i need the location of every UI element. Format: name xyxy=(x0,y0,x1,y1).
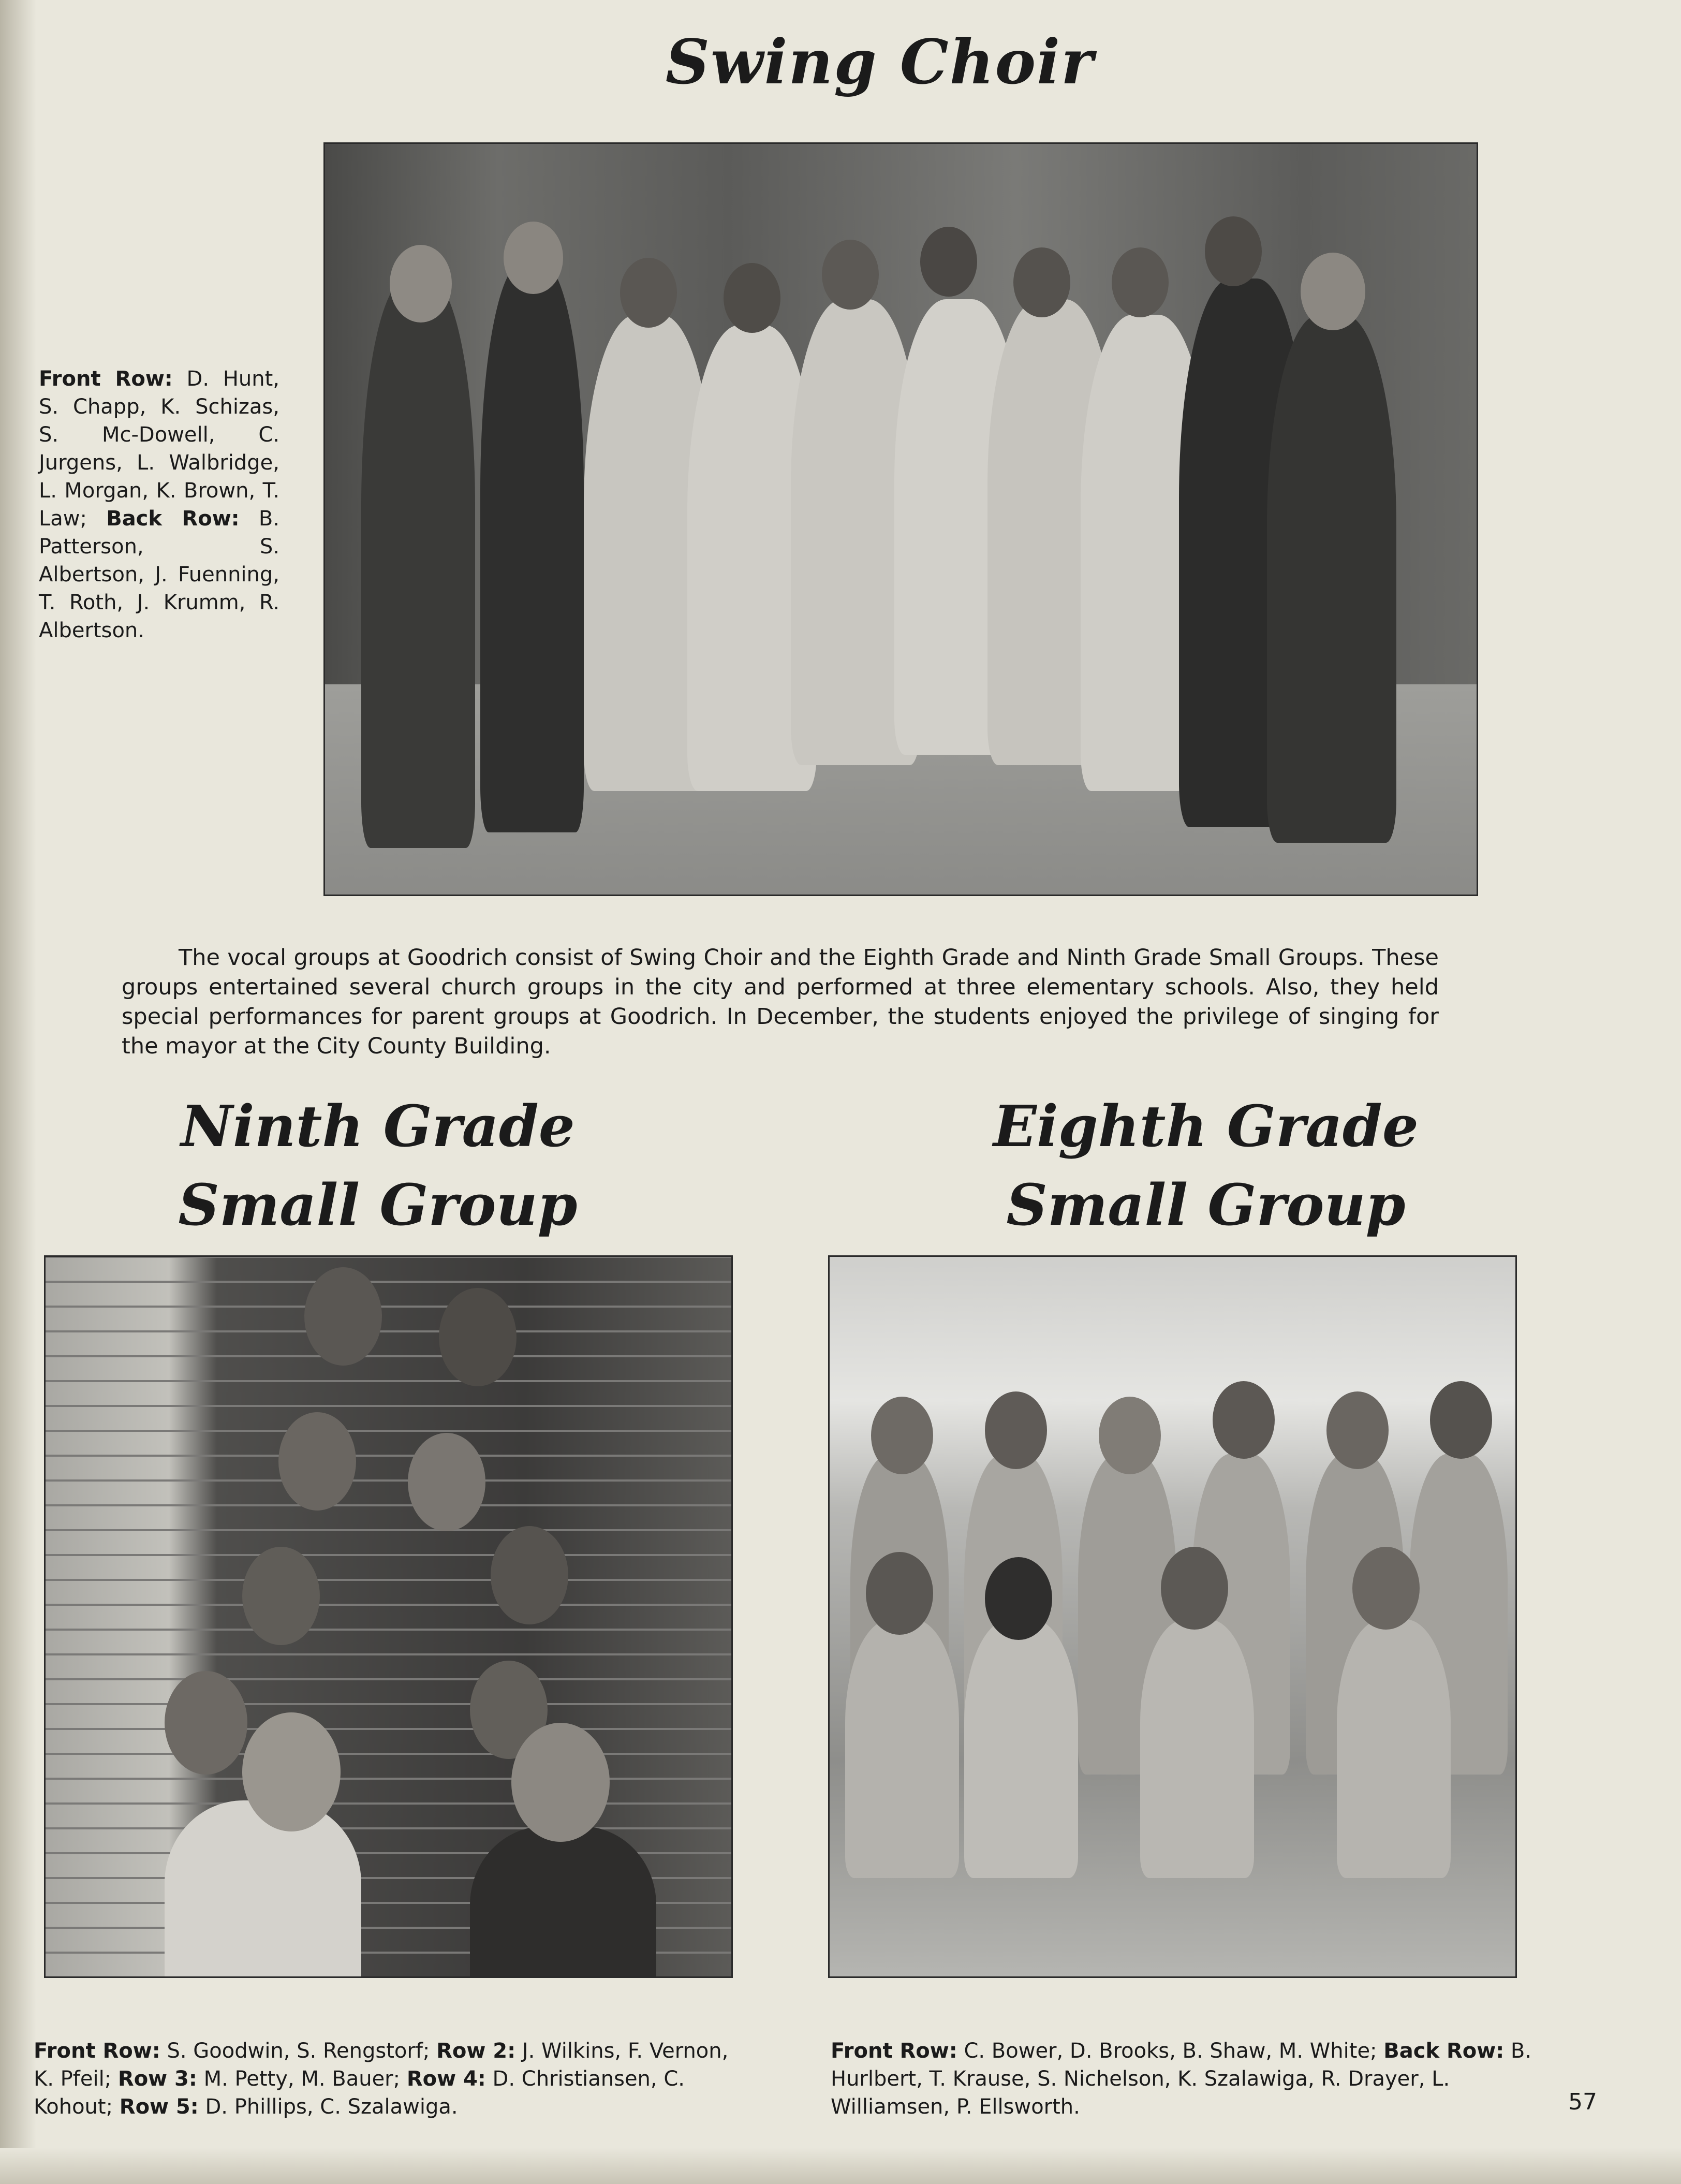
swing-choir-caption xyxy=(39,365,279,644)
page-number: 57 xyxy=(1568,2089,1597,2115)
ninth-grade-photo xyxy=(44,1255,733,1978)
ninth-grade-caption xyxy=(34,2037,753,2121)
ninth-grade-title-line2: Small Group xyxy=(178,1171,578,1238)
ninth-row5-names: D. Phillips, C. Szalawiga. xyxy=(198,2095,458,2119)
ninth-row2-names: J. Wilkins, F. Vernon, K. Pfeil; xyxy=(34,2039,729,2091)
ninth-grade-title-line1: Ninth Grade xyxy=(181,1093,575,1160)
swing-back-row-label: Back Row: xyxy=(106,507,240,531)
ninth-row3-names: M. Petty, M. Bauer; xyxy=(197,2067,407,2091)
eighth-grade-photo xyxy=(828,1255,1517,1978)
eighth-grade-title xyxy=(921,1087,1491,1244)
eighth-back-row-label: Back Row: xyxy=(1383,2039,1505,2063)
eighth-back-row-names: B. Hurlbert, T. Krause, S. Nichelson, K. Szalawiga, R. Drayer, L. Williamsen, P. Ellsworth. xyxy=(831,2039,1532,2119)
ninth-grade-title xyxy=(145,1087,611,1244)
ninth-row4-names: D. Christiansen, C. Kohout; xyxy=(34,2067,685,2119)
swing-back-row-names: B. Patterson, S. Albertson, J. Fuenning, T. Roth, J. Krumm, R. Albertson. xyxy=(39,507,280,642)
swing-front-row-names: D. Hunt, S. Chapp, K. Schizas, S. Mc-Dowell, C. Jurgens, L. Walbridge, L. Morgan, K. Brown, T. Law; xyxy=(39,367,279,531)
eighth-front-row-names: C. Bower, D. Brooks, B. Shaw, M. White; xyxy=(957,2039,1384,2063)
vocal-groups-paragraph: The vocal groups at Goodrich consist of Swing Choir and the Eighth Grade and Ninth Grade Small Groups. These groups entertained several church groups in the city and performed at three elementary schools. Also, they held special performances for parent groups at Goodrich. In December, the students enjoyed the privilege of singing for the mayor at the City County Building. xyxy=(122,945,1439,1059)
ninth-front-row-names: S. Goodwin, S. Rengstorf; xyxy=(160,2039,437,2063)
page-binding-shadow xyxy=(0,0,36,2184)
ninth-row4-label: Row 4: xyxy=(406,2067,486,2091)
eighth-grade-title-line1: Eighth Grade xyxy=(993,1093,1419,1160)
page-bottom-shadow xyxy=(0,2148,1681,2184)
eighth-front-row-label: Front Row: xyxy=(831,2039,957,2063)
ninth-front-row-label: Front Row: xyxy=(34,2039,160,2063)
ninth-row5-label: Row 5: xyxy=(119,2095,199,2119)
ninth-row2-label: Row 2: xyxy=(436,2039,516,2063)
ninth-row3-label: Row 3: xyxy=(117,2067,197,2091)
eighth-grade-caption xyxy=(831,2037,1553,2121)
swing-choir-title: Swing Choir xyxy=(665,26,1095,98)
eighth-grade-title-line2: Small Group xyxy=(1006,1171,1406,1238)
swing-choir-photo xyxy=(323,142,1478,896)
swing-front-row-label: Front Row: xyxy=(39,367,173,391)
